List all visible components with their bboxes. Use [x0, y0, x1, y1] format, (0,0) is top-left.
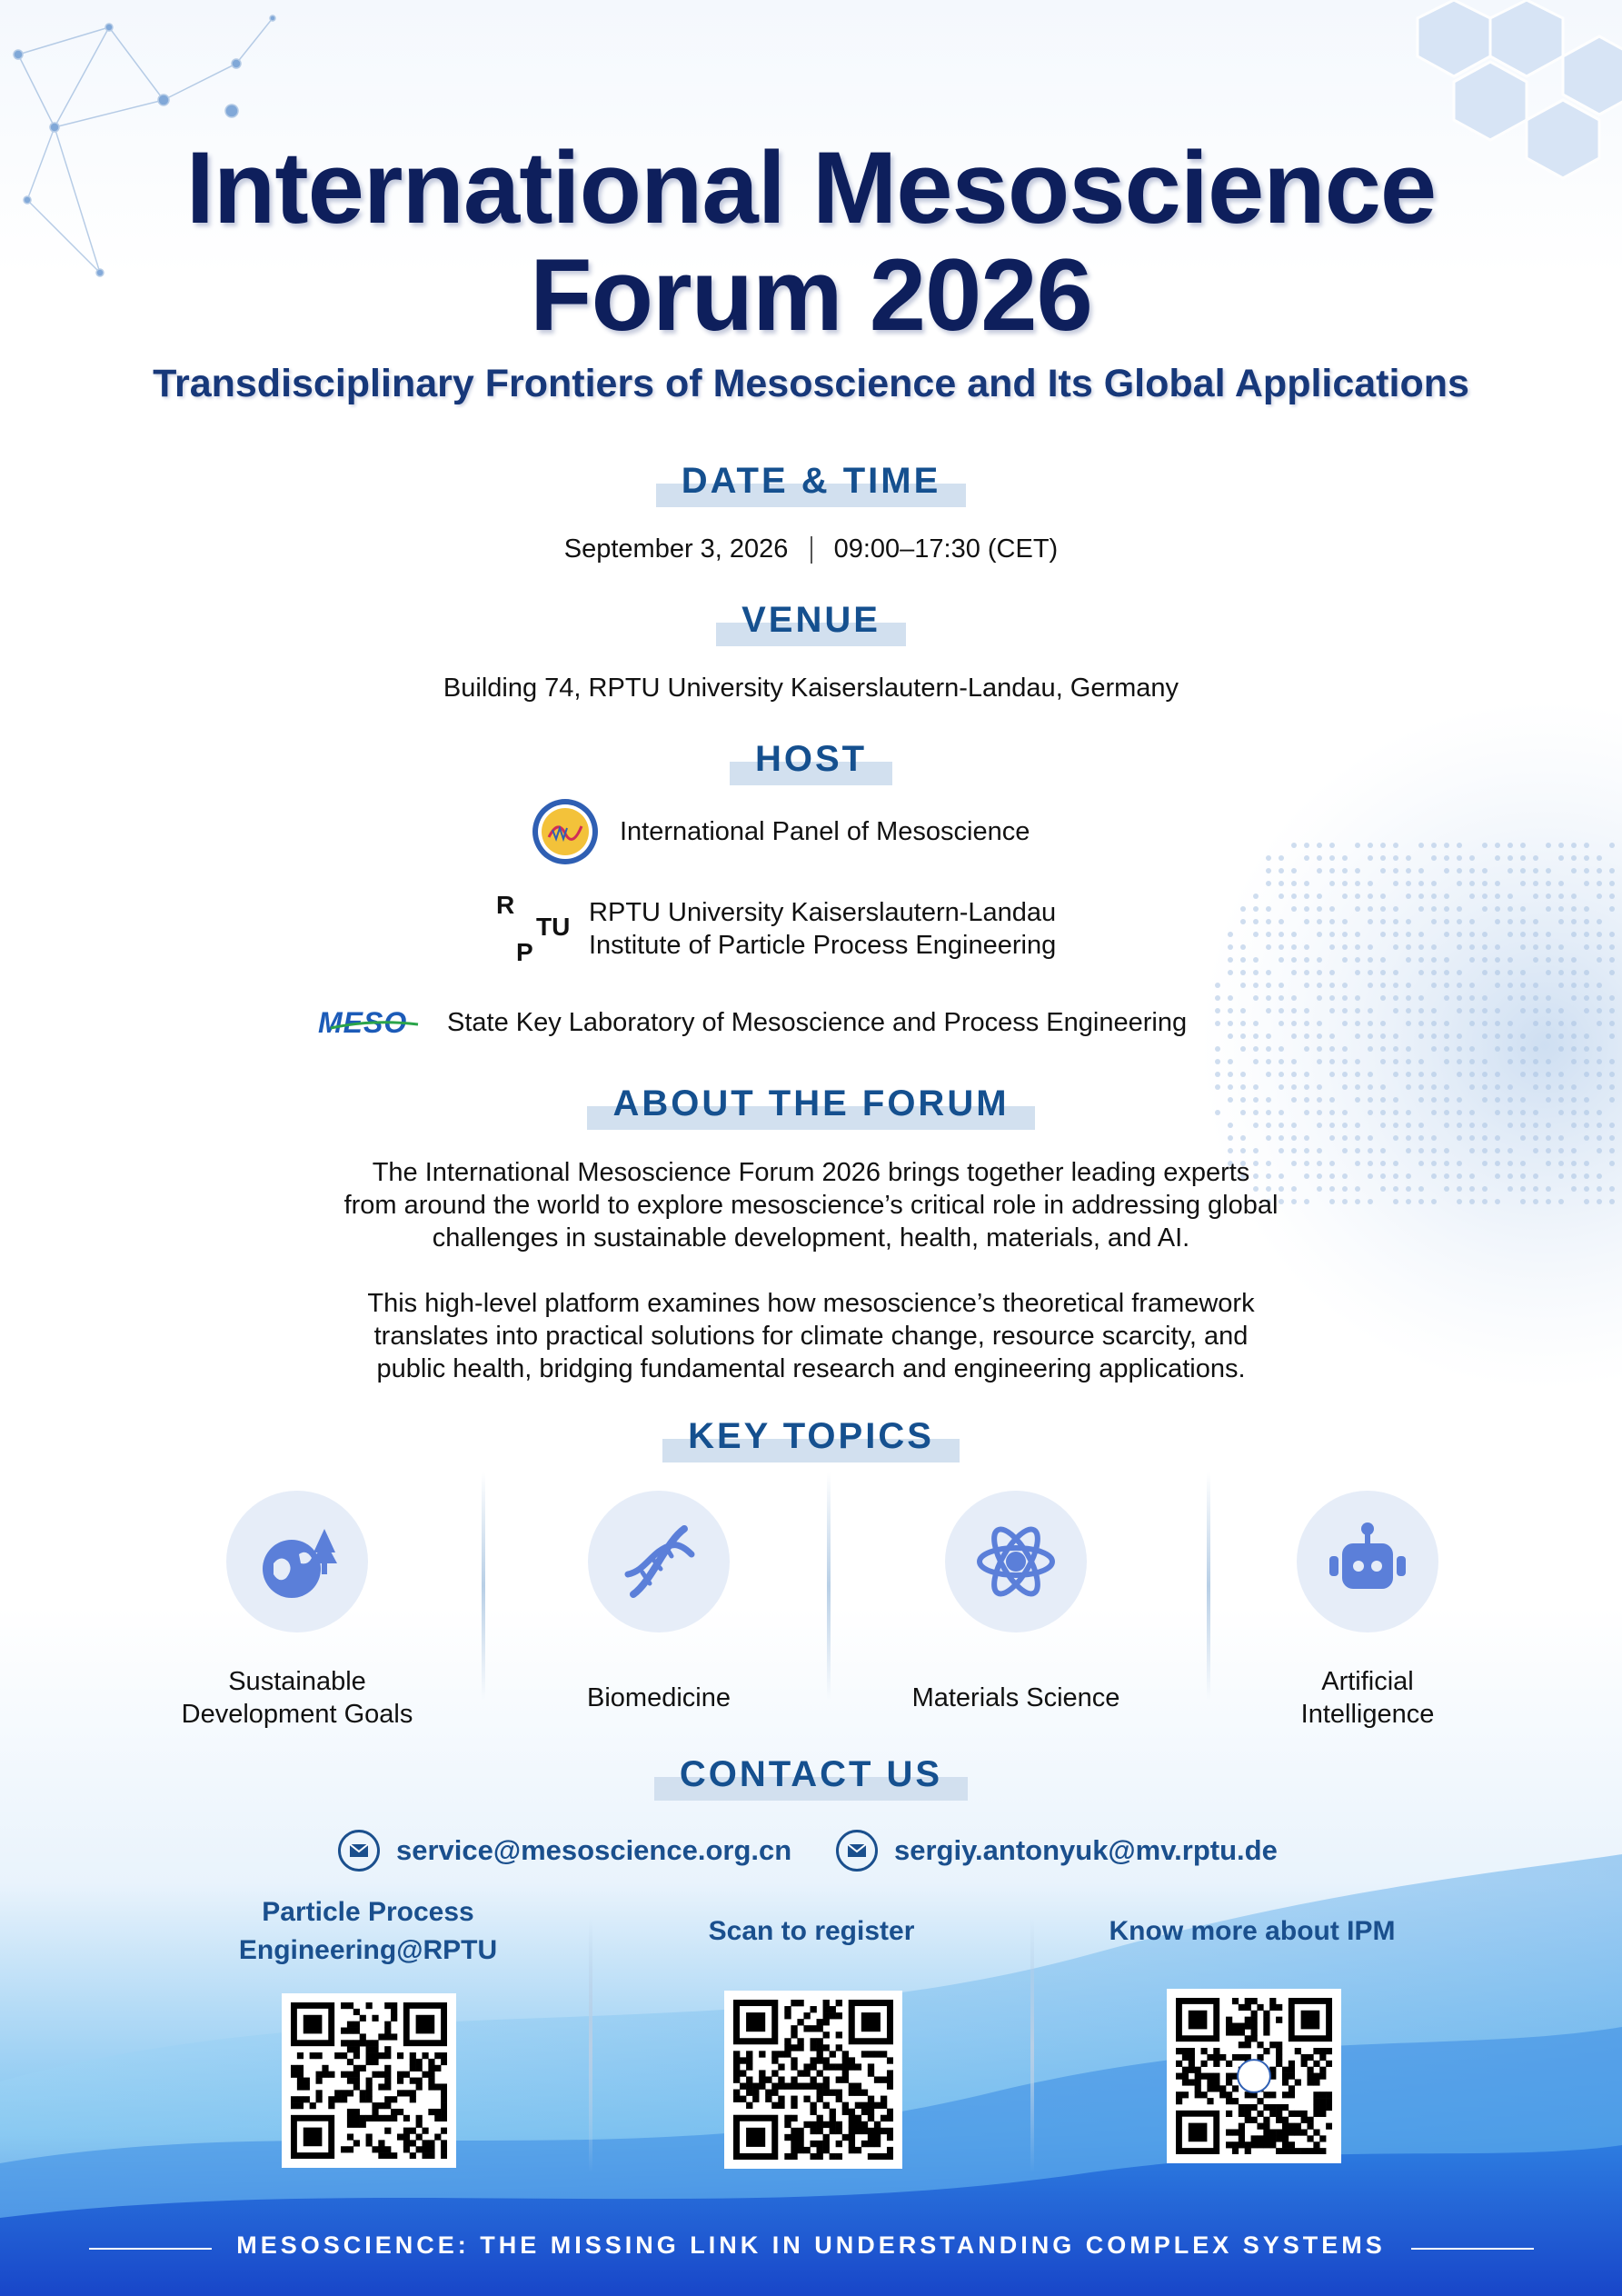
topic-divider — [1207, 1472, 1210, 1700]
qr-col-register — [621, 1912, 1002, 1951]
date-time-heading: DATE & TIME — [0, 460, 1622, 502]
date-time-separator — [811, 536, 812, 564]
mail-icon — [338, 1830, 380, 1872]
qr-title: Know more about IPM — [1109, 1916, 1396, 1946]
about-heading: ABOUT THE FORUM — [0, 1083, 1622, 1124]
page-subtitle: Transdisciplinary Frontiers of Mesoscience and Its Global Applications — [153, 362, 1469, 405]
host-heading: HOST — [0, 738, 1622, 780]
topic-label: Biomedicine — [587, 1683, 731, 1712]
contact-email-2[interactable] — [836, 1830, 1278, 1872]
host-item-rptu — [494, 891, 1056, 967]
footer-line-right — [1411, 2248, 1534, 2250]
contact-email-1[interactable] — [338, 1830, 791, 1872]
host-item-ipm — [531, 797, 1030, 866]
qr-title: Scan to register — [708, 1916, 915, 1946]
event-time: 09:00–17:30 (CET) — [833, 534, 1059, 564]
qr-divider — [1030, 1918, 1034, 2172]
ipm-logo-icon — [531, 797, 600, 866]
mail-icon — [836, 1830, 878, 1872]
contact-heading: CONTACT US — [0, 1753, 1622, 1795]
topic-label: Sustainable Development Goals — [181, 1667, 413, 1729]
qr-code-image — [1176, 1998, 1332, 2154]
atom-icon — [970, 1516, 1061, 1607]
page-title-line2: Forum 2026 — [530, 238, 1092, 352]
footer-tagline: MESOSCIENCE: THE MISSING LINK IN UNDERSTANDING COMPLEX SYSTEMS — [236, 2231, 1386, 2259]
contact-email-text[interactable]: service@mesoscience.org.cn — [396, 1834, 792, 1866]
about-paragraph-2: This high-level platform examines how mesoscience’s theoretical framework translates into practical solutions for climate change, resource scarcity, and public health, bridging fundamental research and engineering applications. — [367, 1289, 1255, 1383]
qr-col-ipm — [1061, 1912, 1443, 1951]
host-ipm-name: International Panel of Mesoscience — [620, 817, 1030, 846]
host-item-meso — [318, 1006, 1187, 1039]
qr-title: Particle Process Engineering@RPTU — [238, 1897, 498, 1965]
topic-label: Materials Science — [911, 1683, 1120, 1712]
topic-circle — [226, 1491, 368, 1632]
host-meso-name: State Key Laboratory of Mesoscience and Process Engineering — [447, 1008, 1188, 1037]
event-date: September 3, 2026 — [563, 534, 789, 564]
topic-divider — [827, 1472, 831, 1700]
about-paragraph-1: The International Mesoscience Forum 2026 brings together leading experts from around the world to explore mesoscience’s critical role in addressing global challenges in sustainable development, health, materials, and AI. — [343, 1158, 1279, 1253]
qr-code-register[interactable] — [724, 1991, 902, 2169]
robot-icon — [1322, 1516, 1413, 1607]
host-rptu-line2: Institute of Particle Process Engineering — [589, 931, 1057, 960]
earth-tree-icon — [254, 1518, 341, 1605]
qr-code-image — [733, 2000, 893, 2160]
topic-sustainable-development — [143, 1491, 452, 1729]
venue-address: Building 74, RPTU University Kaiserslautern-Landau, Germany — [443, 674, 1179, 703]
qr-code-image — [291, 2002, 447, 2159]
key-topics-heading: KEY TOPICS — [0, 1415, 1622, 1457]
topic-circle — [1297, 1491, 1438, 1632]
page-title-line1: International Mesoscience — [185, 131, 1437, 245]
qr-code-rptu[interactable] — [282, 1993, 456, 2168]
topic-materials-science — [861, 1491, 1170, 1712]
qr-code-ipm[interactable] — [1167, 1989, 1341, 2163]
date-time-line — [0, 533, 1622, 565]
topic-circle — [945, 1491, 1087, 1632]
qr-col-rptu — [177, 1893, 559, 1970]
topic-label: Artificial Intelligence — [1300, 1667, 1435, 1729]
topic-artificial-intelligence — [1213, 1491, 1522, 1729]
qr-divider — [589, 1918, 592, 2172]
rptu-logo-icon: R TU P — [496, 891, 571, 966]
venue-heading: VENUE — [0, 599, 1622, 641]
topic-biomedicine — [504, 1491, 813, 1712]
meso-logo-icon: MESO — [318, 1006, 427, 1039]
topic-divider — [482, 1472, 485, 1700]
dna-icon — [615, 1518, 702, 1605]
topic-circle — [588, 1491, 730, 1632]
contact-email-text[interactable]: sergiy.antonyuk@mv.rptu.de — [894, 1834, 1278, 1866]
host-rptu-line1: RPTU University Kaiserslautern-Landau — [589, 898, 1057, 927]
